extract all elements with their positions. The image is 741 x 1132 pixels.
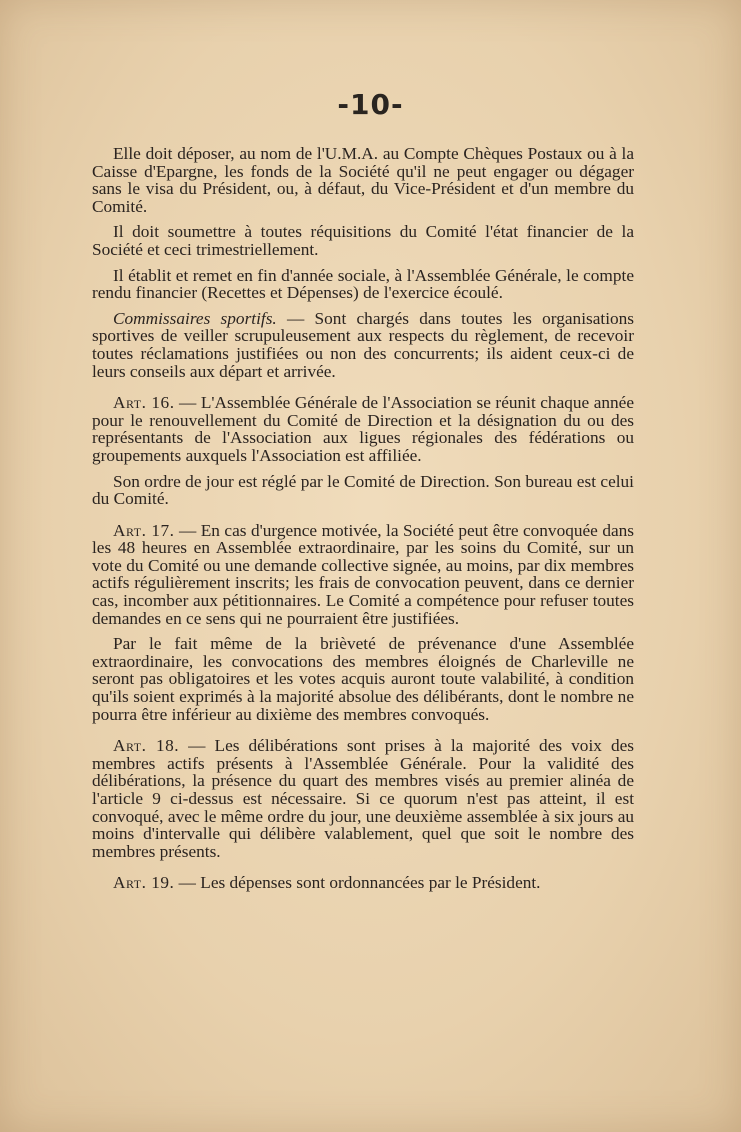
paragraph-sports-commissioners: [92, 310, 634, 380]
article-16-label: Art. 16.: [113, 393, 175, 413]
paragraph-treasurer-deposit: Elle doit déposer, au nom de l'U.M.A. au Compte Chèques Postaux ou à la Caisse d'Epargne, les fonds de la Société qu'il ne peut engager ou dégager sans le visa du Président, ou, à défaut, du Vice-Président et d'un membre du Comité.: [92, 144, 634, 216]
article-19: [92, 874, 634, 892]
article-18: [92, 737, 634, 860]
document-body: [92, 145, 634, 900]
paragraph-treasurer-requisitions: Il doit soumettre à toutes réquisitions du Comité l'état financier de la Société et ceci trimestriellement.: [92, 222, 634, 259]
paragraph-treasurer-report: Il établit et remet en fin d'année sociale, à l'Assemblée Générale, le compte rendu financier (Recettes et Dépenses) de l'exercice écoulé.: [92, 265, 634, 303]
paragraph-agenda: Son ordre de jour est réglé par le Comité de Direction. Son bureau est celui du Comité.: [92, 471, 634, 509]
sports-commissioners-text: — Sont chargés dans toutes les organisations sportives de veiller scrupuleusement aux respects du règlement, de recevoir toutes réclamations justifiées ou non des concurrents; ils aident ceux-ci de leurs conseils aux départ et arrivée.: [92, 308, 634, 381]
article-16-text: — L'Assemblée Générale de l'Association se réunit chaque année pour le renouvellement du Comité de Direction et la désignation du ou des représentants de l'Association aux ligues régionales des fédérations ou groupements auxquels l'Association est affiliée.: [92, 393, 634, 465]
sports-commissioners-label: Commissaires sportifs.: [113, 308, 277, 328]
article-17: [92, 522, 634, 628]
article-19-label: Art. 19.: [113, 873, 175, 893]
article-18-label: Art. 18.: [113, 736, 180, 756]
article-17-text: — En cas d'urgence motivée, la Société peut être convoquée dans les 48 heures en Assemblée extraordinaire, par les soins du Comité, sur un vote du Comité ou une demande collective signée, au moins, par dix membres actifs régulièrement inscrits; les frais de convocation peuvent, dans ce dernier cas, incomber aux pétitionnaires. Le Comité a compétence pour refuser toutes demandes en ce sens qui ne pourraient être justifiées.: [92, 520, 634, 628]
article-18-text: — Les délibérations sont prises à la majorité des voix des membres actifs présents à l'Assemblée Générale. Pour la validité des délibérations, la présence du quart des membres visés au premier alinéa de l'article 9 ci-dessus est nécessaire. Si ce quorum n'est pas atteint, il est convoqué, avec le même ordre du jour, une deuxième assemblée à six jours au moins d'intervalle qui délibère valablement, quel que soit le nombre des membres présents.: [92, 736, 634, 861]
article-17-label: Art. 17.: [113, 520, 175, 540]
page-number: -10-: [337, 88, 404, 121]
article-16: [92, 394, 634, 464]
paragraph-extraordinary-assembly: Par le fait même de la brièveté de prévenance d'une Assemblée extraordinaire, les convocations des membres éloignés de Charleville ne seront pas obligatoires et les votes acquis auront toute valabilité, à condition qu'ils soient exprimés à la majorité absolue des délibérants, dont le nombre ne pourra être inférieur au dixième des membres convoqués.: [92, 634, 634, 724]
article-19-text: — Les dépenses sont ordonnancées par le Président.: [174, 873, 541, 893]
